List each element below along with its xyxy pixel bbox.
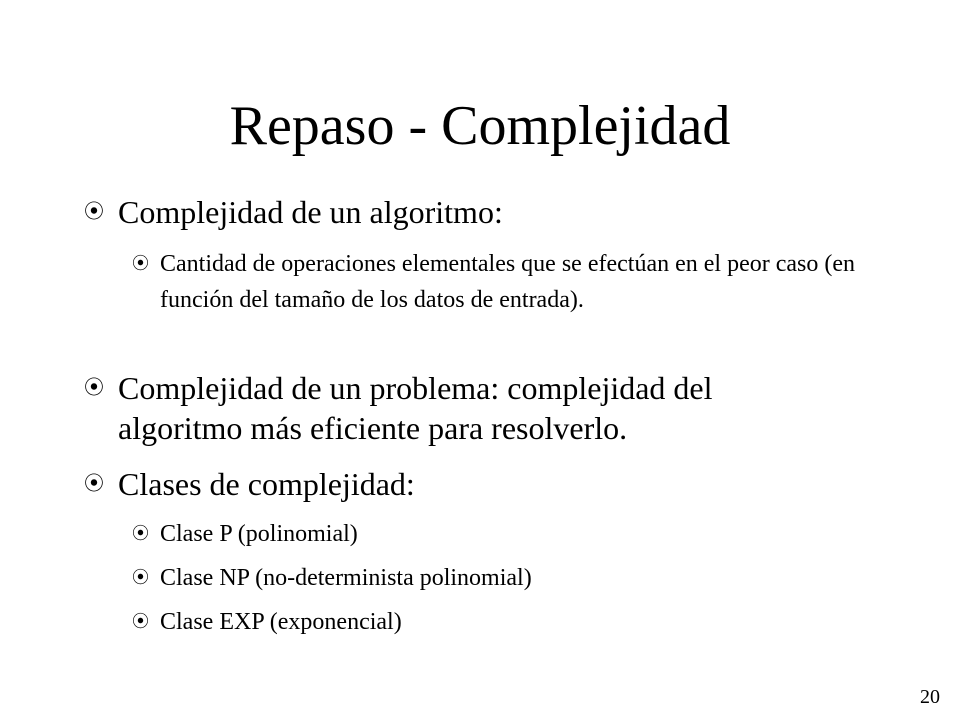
sub-bullet-clase-exp	[132, 604, 862, 640]
slide-title: Repaso - Complejidad	[229, 95, 731, 157]
bullet-text: Clase EXP (exponencial)	[160, 609, 402, 635]
bullet-text: Cantidad de operaciones elementales que se efectúan en el peor caso (en función del tamaño de los datos de entrada).	[160, 251, 856, 313]
sub-bullet-clase-p	[132, 516, 862, 552]
bullet-text: Clases de complejidad:	[118, 466, 415, 502]
bullet-icon: ⦿	[84, 201, 104, 223]
bullet-text: Clase P (polinomial)	[160, 521, 358, 547]
sub-bullet-operaciones-elementales	[132, 246, 862, 318]
bullet-icon: ⦿	[132, 524, 149, 543]
bullet-clases-complejidad	[84, 464, 844, 504]
bullet-icon: ⦿	[132, 254, 149, 273]
bullet-icon: ⦿	[132, 568, 149, 587]
bullet-icon: ⦿	[84, 377, 104, 399]
bullet-text: Complejidad de un problema: complejidad del algoritmo más eficiente para resolverlo.	[118, 370, 713, 446]
page-number: 20	[920, 686, 940, 708]
sub-bullet-clase-np	[132, 560, 862, 596]
bullet-complejidad-problema	[84, 368, 844, 448]
bullet-complejidad-algoritmo	[84, 192, 844, 232]
bullet-text: Complejidad de un algoritmo:	[118, 194, 503, 230]
bullet-icon: ⦿	[84, 473, 104, 495]
bullet-icon: ⦿	[132, 612, 149, 631]
bullet-text: Clase NP (no-determinista polinomial)	[160, 565, 532, 591]
